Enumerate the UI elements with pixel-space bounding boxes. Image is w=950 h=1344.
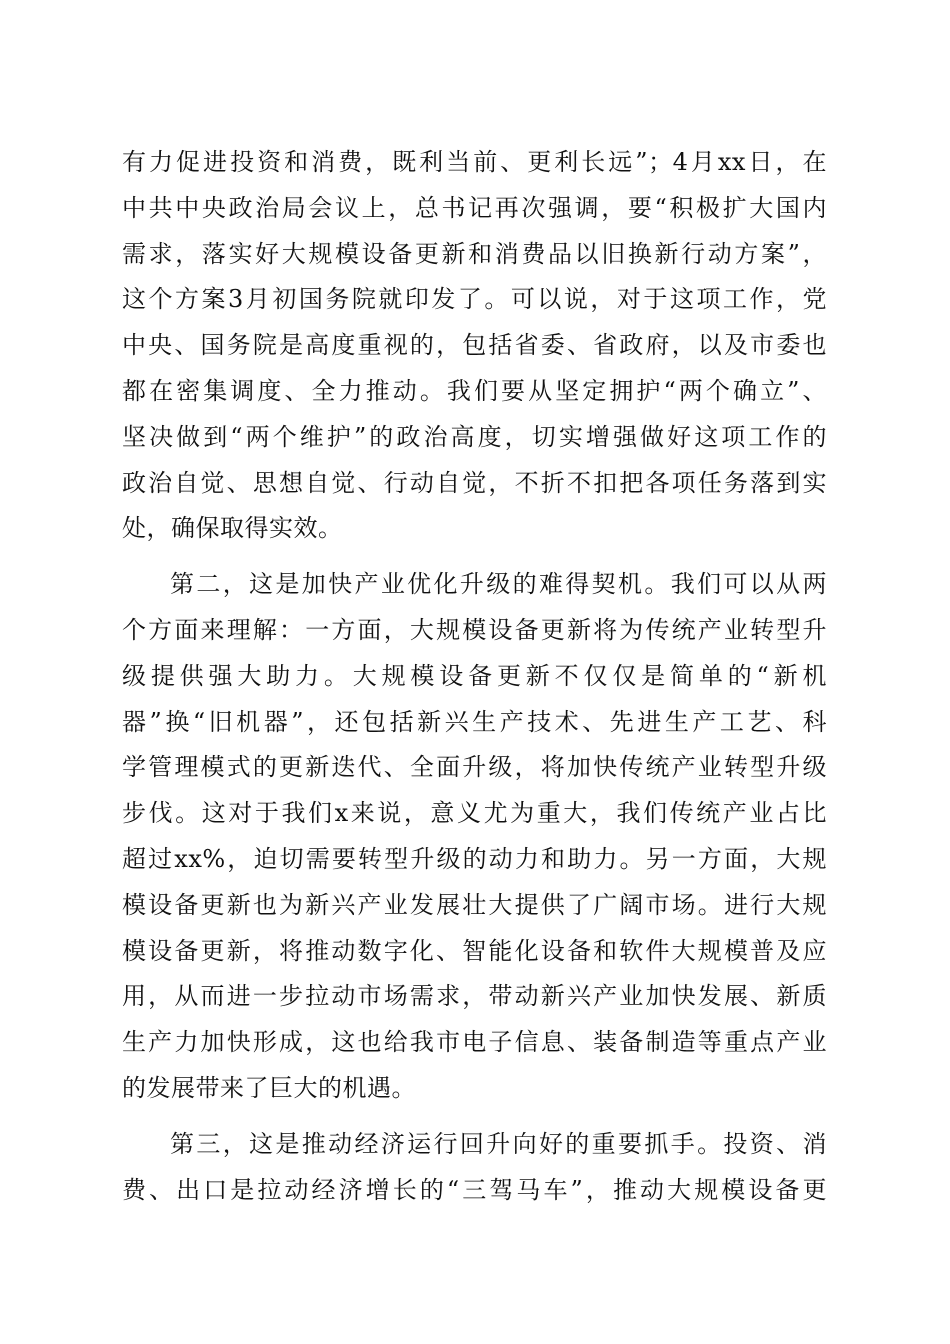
text-line: 有力促进投资和消费，既利当前、更利长远”；4月xx日，在 [122,148,827,176]
paragraph-heading-line: 第三，这是推动经济运行回升向好的重要抓手。投资、消 [170,1129,827,1158]
text-line: 个方面来理解：一方面，大规模设备更新将为传统产业转型升 [122,615,827,644]
text-line: 模设备更新也为新兴产业发展壮大提供了广阔市场。进行大规 [122,890,827,919]
text-line: 步伐。这对于我们x来说，意义尤为重大，我们传统产业占比 [122,799,827,828]
text-line: 这个方案3月初国务院就印发了。可以说，对于这项工作，党 [122,285,827,314]
text-line: 处，确保取得实效。 [122,514,343,543]
text-line: 用，从而进一步拉动市场需求，带动新兴产业加快发展、新质 [122,982,827,1011]
text-line: 中共中央政治局会议上，总书记再次强调，要“积极扩大国内 [122,193,827,222]
paragraph-continuation [122,140,827,552]
text-line: 都在密集调度、全力推动。我们要从坚定拥护“两个确立”、 [122,376,827,405]
text-line: 坚决做到“两个维护”的政治高度，切实增强做好这项工作的 [122,422,827,451]
text-line: 学管理模式的更新迭代、全面升级，将加快传统产业转型升级 [122,753,827,782]
text-line: 器”换“旧机器”，还包括新兴生产技术、先进生产工艺、科 [122,707,827,736]
text-line: 模设备更新，将推动数字化、智能化设备和软件大规模普及应 [122,936,827,965]
text-line: 政治自觉、思想自觉、行动自觉，不折不扣把各项任务落到实 [122,468,827,497]
text-line: 超过xx%，迫切需要转型升级的动力和助力。另一方面，大规 [122,844,827,873]
paragraph-heading-line: 第二，这是加快产业优化升级的难得契机。我们可以从两 [170,570,827,599]
text-line: 中央、国务院是高度重视的，包括省委、省政府，以及市委也 [122,331,827,360]
text-line: 费、出口是拉动经济增长的“三驾马车”，推动大规模设备更 [122,1175,827,1204]
paragraph-second-point [122,562,827,1112]
text-line: 需求，落实好大规模设备更新和消费品以旧换新行动方案”， [122,239,827,268]
text-line: 级提供强大助力。大规模设备更新不仅仅是简单的“新机 [122,661,827,690]
text-line: 的发展带来了巨大的机遇。 [122,1073,416,1102]
text-line: 生产力加快形成，这也给我市电子信息、装备制造等重点产业 [122,1028,827,1057]
body-text [122,140,827,1213]
paragraph-third-point [122,1122,827,1214]
